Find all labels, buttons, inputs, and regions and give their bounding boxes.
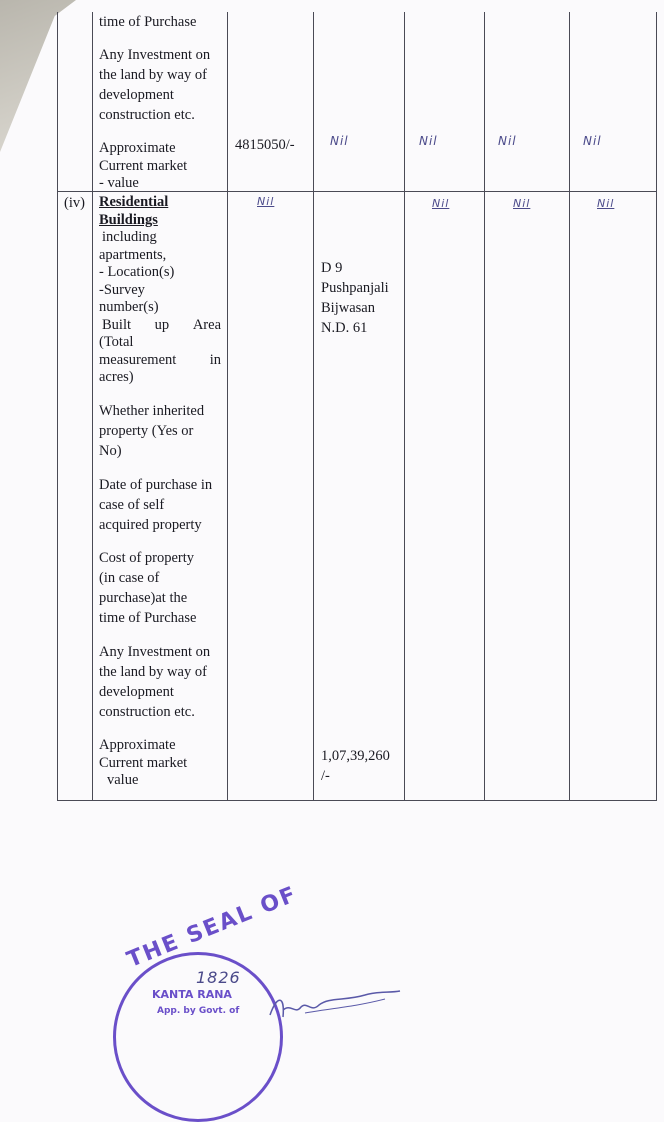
text-line: 1,07,39,260 bbox=[321, 748, 390, 764]
text-line: - value bbox=[99, 175, 139, 191]
text-line: -Survey bbox=[99, 281, 145, 298]
text-line: - Location(s) bbox=[99, 264, 175, 280]
prev-investment-label bbox=[99, 45, 210, 125]
text-line: the land by way of bbox=[99, 67, 207, 83]
word: in bbox=[209, 351, 221, 368]
text-line: development bbox=[99, 87, 174, 103]
spouse-market-value bbox=[321, 746, 390, 786]
text-line: number(s) bbox=[99, 299, 159, 315]
text-line: Current market bbox=[99, 157, 188, 174]
row-dep3-value: Nil bbox=[597, 197, 615, 210]
built-up-line bbox=[99, 317, 221, 335]
row-self-value: Nil bbox=[257, 195, 275, 208]
text-line: D 9 bbox=[321, 260, 343, 276]
text-line: (in case of bbox=[99, 570, 160, 586]
prev-dep2-value: Nil bbox=[498, 134, 517, 148]
table-col-divider bbox=[569, 12, 570, 801]
word: up bbox=[154, 316, 170, 333]
text-line: case of self bbox=[99, 497, 165, 513]
cost-label bbox=[99, 548, 196, 628]
text-line: Date of purchase in bbox=[99, 477, 213, 493]
word: Built bbox=[102, 316, 132, 333]
heading-line: Buildings bbox=[99, 211, 158, 228]
row-heading bbox=[99, 194, 168, 229]
prev-self-value: 4815050/- bbox=[235, 137, 295, 153]
text-line: purchase)at the bbox=[99, 590, 188, 606]
date-purchase-label bbox=[99, 475, 212, 535]
heading-line: Residential bbox=[99, 194, 169, 210]
text-line: Pushpanjali bbox=[321, 280, 389, 296]
investment-label bbox=[99, 642, 210, 722]
table-border-right bbox=[656, 12, 657, 801]
text-line: Approximate bbox=[99, 737, 176, 753]
prev-time-of-purchase: time of Purchase bbox=[99, 14, 197, 30]
spouse-location bbox=[321, 258, 389, 338]
table-col-divider bbox=[404, 12, 405, 801]
prev-dep1-value: Nil bbox=[419, 134, 438, 148]
table-col-divider bbox=[313, 12, 314, 801]
text-line: Any Investment on bbox=[99, 644, 211, 660]
table-col-divider bbox=[227, 12, 228, 801]
prev-spouse-value: Nil bbox=[330, 134, 349, 148]
row-index: (iv) bbox=[64, 195, 85, 211]
word: Area bbox=[192, 316, 221, 333]
table-col-divider bbox=[484, 12, 485, 801]
text-line: No) bbox=[99, 443, 122, 459]
seal-handwritten-number: 1826 bbox=[196, 968, 241, 987]
market-label bbox=[99, 737, 187, 790]
row-dep1-value: Nil bbox=[432, 197, 450, 210]
text-line: /- bbox=[321, 768, 330, 784]
text-line: development bbox=[99, 684, 174, 700]
word: measurement bbox=[99, 351, 177, 368]
text-line: Current market bbox=[99, 754, 188, 771]
table-col-divider bbox=[92, 12, 93, 801]
text-line: construction etc. bbox=[99, 704, 195, 720]
row-description bbox=[99, 229, 221, 387]
text-line: value bbox=[107, 772, 139, 788]
prev-market-label bbox=[99, 140, 187, 193]
text-line: N.D. 61 bbox=[321, 320, 368, 336]
seal-subtext: App. by Govt. of bbox=[157, 1006, 240, 1016]
text-line: Approximate bbox=[99, 140, 176, 156]
text-line: Whether inherited bbox=[99, 403, 205, 419]
text-line: construction etc. bbox=[99, 107, 195, 123]
prev-dep3-value: Nil bbox=[583, 134, 602, 148]
inherited-label bbox=[99, 401, 204, 461]
text-line: (Total bbox=[99, 334, 134, 350]
measurement-line bbox=[99, 352, 221, 370]
text-line: apartments, bbox=[99, 246, 167, 263]
text-line: acres) bbox=[99, 369, 134, 385]
text-line: acquired property bbox=[99, 517, 202, 533]
text-line: Any Investment on bbox=[99, 47, 211, 63]
table-border-bottom bbox=[57, 800, 657, 801]
seal-top-text: THE SEAL OF bbox=[123, 881, 302, 973]
table-border-left bbox=[57, 12, 58, 801]
seal-name: KANTA RANA bbox=[152, 988, 232, 1001]
text-line: Bijwasan bbox=[321, 300, 375, 316]
signature bbox=[265, 985, 405, 1025]
text-line: Cost of property bbox=[99, 550, 195, 566]
text-line: including bbox=[102, 229, 157, 245]
text-line: the land by way of bbox=[99, 664, 207, 680]
text-line: property (Yes or bbox=[99, 423, 194, 439]
row-dep2-value: Nil bbox=[513, 197, 531, 210]
text-line: time of Purchase bbox=[99, 610, 197, 626]
